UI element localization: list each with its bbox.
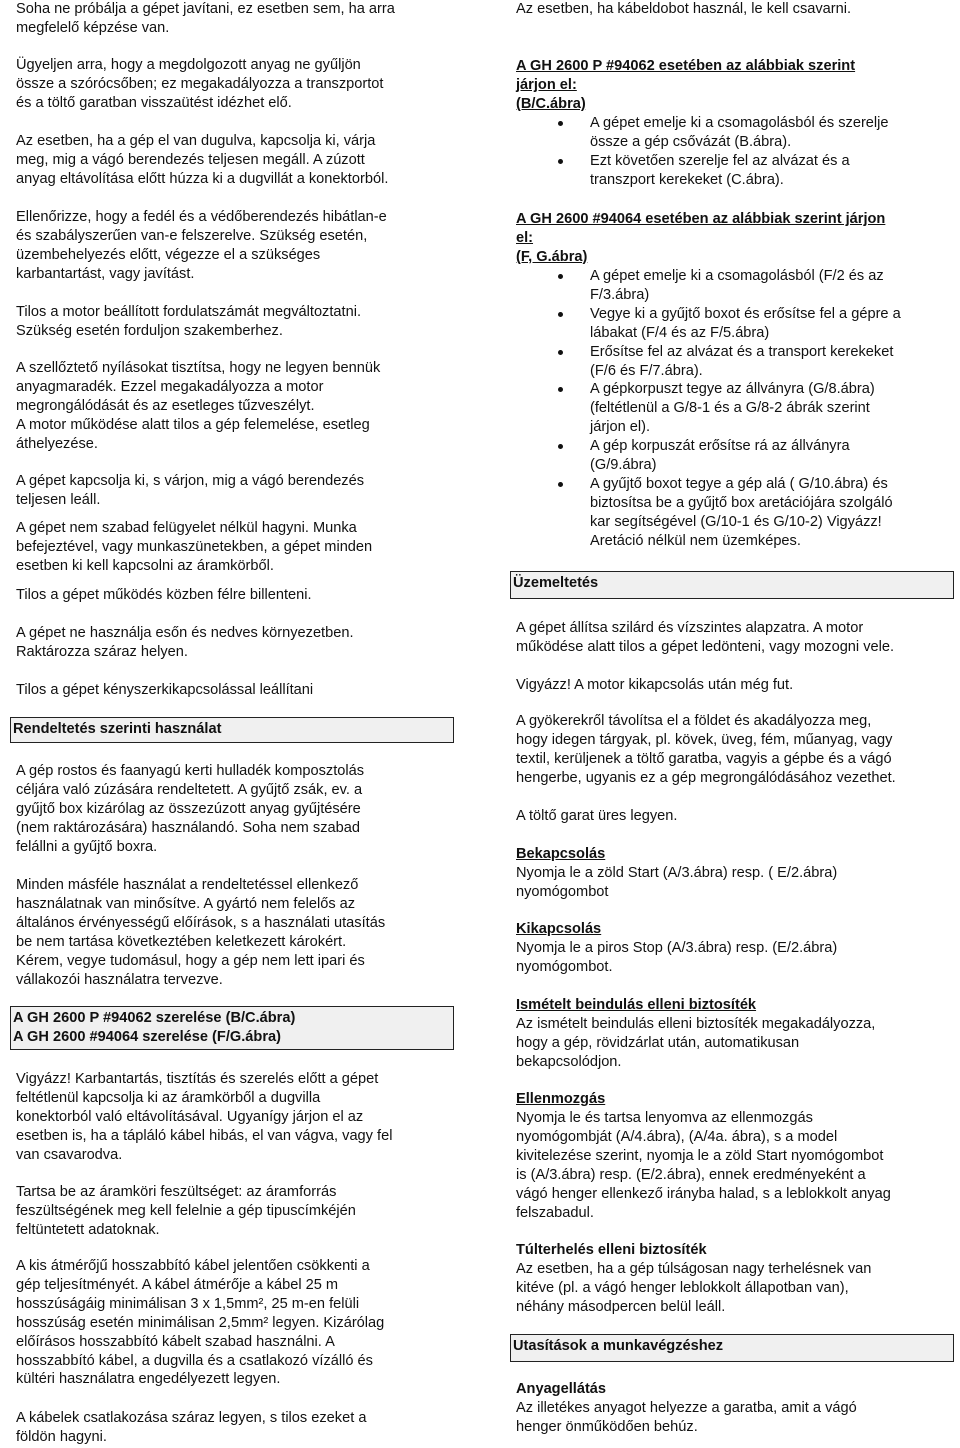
text-line: Nyomja le és tartsa lenyomva az ellenmozgás bbox=[516, 1110, 813, 1126]
text-line: (F/6 és F/7.ábra). bbox=[590, 362, 703, 379]
text-line: Tartsa be az áramköri feszültséget: az áramforrás bbox=[16, 1184, 337, 1200]
model-heading bbox=[516, 57, 946, 114]
text-line: Ezt követően szerelje fel az alvázat és a bbox=[590, 152, 850, 169]
text-line: biztosítsa be a gyűjtő box aretációjára szolgáló bbox=[590, 494, 893, 511]
text-line: és szabályszerűen van-e felszerelve. Szükség esetén, bbox=[16, 227, 368, 244]
text-line: Tilos a gépet működés közben félre billenteni. bbox=[16, 587, 312, 603]
paragraph bbox=[16, 586, 446, 605]
subheading-bekapcsolas: Bekapcsolás bbox=[516, 846, 606, 862]
text-line: F/3.ábra) bbox=[590, 286, 650, 303]
paragraph bbox=[16, 132, 446, 189]
text-line: hosszabbító kábel, a dugvilla és a csatlakozó vízálló és bbox=[16, 1352, 373, 1369]
text-line: Kérem, vegye tudomásul, hogy a gép nem lett ipari és bbox=[16, 952, 365, 969]
text-line: esetben ki kell kapcsolni az áramkörből. bbox=[16, 557, 274, 574]
text-line: A GH 2600 #94064 szerelése (F/G.ábra) bbox=[13, 1028, 281, 1045]
text-line: meg, mig a vágó berendezés teljesen megáll. A zúzott bbox=[16, 151, 365, 168]
text-line: (B/C.ábra) bbox=[516, 95, 586, 112]
text-line: A gép korpuszát erősítse rá az állványra bbox=[590, 438, 850, 455]
text-line: hogy idegen tárgyak, pl. kövek, üveg, fém, műanyag, vagy bbox=[516, 731, 893, 748]
text-line: A gépet kapcsolja ki, s várjon, mig a vágó berendezés bbox=[16, 473, 365, 489]
text-line: (F, G.ábra) bbox=[516, 248, 588, 265]
subheading-ellenmozgas: Ellenmozgás bbox=[516, 1091, 606, 1107]
section-heading-box bbox=[510, 571, 954, 599]
text-line: Minden másféle használat a rendeltetéssel ellenkező bbox=[16, 877, 359, 893]
text-line: Az esetben, ha a gép túlságosan nagy terhelésnek van bbox=[516, 1261, 872, 1277]
paragraph bbox=[16, 624, 446, 662]
text-line: karbantartást, vagy javítást. bbox=[16, 265, 195, 282]
text-line: Raktározza száraz helyen. bbox=[16, 643, 188, 660]
text-line: el: bbox=[516, 229, 534, 246]
paragraph bbox=[516, 676, 946, 695]
text-line: megfelelő képzése van. bbox=[16, 19, 170, 36]
text-line: Ügyeljen arra, hogy a megdolgozott anyag ne gyűljön bbox=[16, 57, 361, 73]
list-item bbox=[516, 380, 946, 437]
paragraph bbox=[516, 939, 946, 977]
text-line: földön hagyni. bbox=[16, 1428, 107, 1445]
text-line: Szükség esetén forduljon szakemberhez. bbox=[16, 322, 283, 339]
paragraph bbox=[16, 359, 446, 454]
text-line: Ellenőrizze, hogy a fedél és a védőberendezés hibátlan-e bbox=[16, 209, 387, 225]
text-line: A gyökerekről távolítsa el a földet és akadályozza meg, bbox=[516, 713, 872, 729]
list-item bbox=[516, 152, 946, 190]
text-line: kültéri használatra engedélyezett legyen. bbox=[16, 1371, 281, 1388]
text-line: (G/9.ábra) bbox=[590, 457, 657, 474]
paragraph bbox=[16, 681, 446, 700]
paragraph bbox=[516, 1260, 946, 1317]
subheading-anyagellatas: Anyagellátás bbox=[516, 1381, 607, 1397]
text-line: Nyomja le a piros Stop (A/3.ábra) resp. (E/2.ábra) bbox=[516, 940, 838, 956]
text-line: nyomógombot. bbox=[516, 958, 613, 975]
text-line: A töltő garat üres legyen. bbox=[516, 808, 678, 824]
paragraph bbox=[16, 1257, 446, 1389]
paragraph bbox=[516, 807, 946, 826]
text-line: A gépet ne használja esőn és nedves környezetben. bbox=[16, 625, 354, 641]
text-line: feltüntetett adatoknak. bbox=[16, 1221, 160, 1238]
text-line: A GH 2600 P #94062 esetében az alábbiak szerint bbox=[516, 58, 856, 74]
text-line: nyomógombot bbox=[516, 883, 609, 900]
text-line: van csavarodva. bbox=[16, 1146, 123, 1163]
text-line: A gyűjtő boxot tegye a gép alá ( G/10.ábra) és bbox=[590, 475, 888, 492]
text-line: kivitelezése szerint, nyomja le a zöld Start nyomógombot bbox=[516, 1147, 884, 1164]
text-line: transzport kerekeket (C.ábra). bbox=[590, 171, 784, 188]
paragraph bbox=[516, 0, 946, 19]
text-line: üzembehelyezés előtt, végezze el a szükséges bbox=[16, 246, 321, 263]
assembly-list bbox=[516, 267, 946, 551]
text-line: konektorból való eltávolításával. Ugyanígy járjon el az bbox=[16, 1108, 364, 1125]
text-line: bekapcsolódjon. bbox=[516, 1053, 622, 1070]
text-line: vállakozói használatra tervezve. bbox=[16, 971, 223, 988]
text-line: megrongálódását és az esetleges tűzveszélyt. bbox=[16, 397, 315, 414]
paragraph bbox=[516, 619, 946, 657]
text-line: gyűjtő box kizárólag az összezúzott anyag gyűjtésére bbox=[16, 800, 361, 817]
text-line: kitéve (pl. a vágó henger leblokkolt állapotban van), bbox=[516, 1279, 849, 1296]
text-line: kar segítségével (G/10-1 és G/10-2) Vigyázz! bbox=[590, 513, 882, 530]
text-line: járjon el). bbox=[590, 419, 651, 436]
paragraph bbox=[16, 1183, 446, 1240]
text-line: is (A/3.ábra) resp. (E/2.ábra), ennek eredményeként a bbox=[516, 1166, 866, 1183]
paragraph bbox=[516, 1109, 946, 1222]
text-line: Utasítások a munkavégzéshez bbox=[513, 1338, 724, 1354]
text-line: gép teljesítményét. A kábel átmérője a kábel 25 m bbox=[16, 1276, 339, 1293]
text-line: esetben is, ha a tápláló kábel hibás, el van vágva, vagy fel bbox=[16, 1127, 393, 1144]
text-line: A motor működése alatt tilos a gép felemelése, esetleg bbox=[16, 416, 370, 433]
text-line: A kis átmérőjű hosszabbító kábel jelentően csökkenti a bbox=[16, 1258, 370, 1274]
text-line: általános érvényességű előírások, s a használati utasítás bbox=[16, 914, 386, 931]
paragraph bbox=[16, 519, 446, 576]
text-line: hengerbe, ugyanis ez a gép megrongálódásához vezethet. bbox=[516, 769, 896, 786]
text-line: Vegye ki a gyűjtő boxot és erősítse fel a gépre a bbox=[590, 305, 901, 322]
text-line: A GH 2600 P #94062 szerelése (B/C.ábra) bbox=[13, 1010, 296, 1026]
text-line: be nem tartása következtében keletkezett károkért. bbox=[16, 933, 347, 950]
text-line: Az esetben, ha a gép el van dugulva, kapcsolja ki, várja bbox=[16, 133, 376, 149]
text-line: Az esetben, ha kábeldobot használ, le kell csavarni. bbox=[516, 1, 852, 17]
subheading-kikapcsolas: Kikapcsolás bbox=[516, 921, 602, 937]
text-line: Vigyázz! A motor kikapcsolás után még fut. bbox=[516, 677, 794, 693]
paragraph bbox=[16, 0, 446, 38]
subheading-ismetelt: Ismételt beindulás elleni biztosíték bbox=[516, 997, 757, 1013]
text-line: működése alatt tilos a gépet ledönteni, vagy mozogni vele. bbox=[516, 638, 895, 655]
list-item bbox=[516, 114, 946, 152]
text-line: A GH 2600 #94064 esetében az alábbiak szerint járjon bbox=[516, 211, 886, 227]
paragraph bbox=[516, 1015, 946, 1072]
text-line: A gépet nem szabad felügyelet nélkül hagyni. Munka bbox=[16, 520, 357, 536]
paragraph bbox=[516, 1399, 946, 1437]
text-line: Vigyázz! Karbantartás, tisztítás és szerelés előtt a gépet bbox=[16, 1071, 379, 1087]
text-line: anyagmaradék. Ezzel megakadályozza a motor bbox=[16, 378, 324, 395]
text-line: feszültségének meg kell felelnie a gép tipuscímkéjén bbox=[16, 1202, 356, 1219]
model-heading bbox=[516, 210, 946, 267]
list-item bbox=[516, 475, 946, 551]
text-line: Aretáció nélkül nem üzemképes. bbox=[590, 532, 801, 549]
paragraph bbox=[516, 712, 946, 788]
text-line: néhány másodpercen belül leáll. bbox=[516, 1298, 726, 1315]
text-line: Tilos a gépet kényszerkikapcsolással leállítani bbox=[16, 682, 314, 698]
paragraph bbox=[516, 864, 946, 902]
paragraph bbox=[16, 762, 446, 857]
text-line: vágó henger ellenkező irányba halad, s a leblokkolt anyag bbox=[516, 1185, 891, 1202]
text-line: A gépet emelje ki a csomagolásból és szerelje bbox=[590, 115, 889, 131]
text-line: henger önműködően behúz. bbox=[516, 1418, 698, 1435]
text-line: feltétlenül kapcsolja ki az áramkörből a dugvilla bbox=[16, 1089, 321, 1106]
text-line: A gépkorpuszt tegye az állványra (G/8.ábra) bbox=[590, 381, 875, 398]
text-line: össze a szórócsőben; ez megakadályozza a transzportot bbox=[16, 75, 384, 92]
text-line: áthelyezése. bbox=[16, 435, 98, 452]
text-line: Tilos a motor beállított fordulatszámát megváltoztatni. bbox=[16, 304, 361, 320]
text-line: A gépet állítsa szilárd és vízszintes alapzatra. A motor bbox=[516, 620, 864, 636]
text-line: hosszúságáig minimálisan 3 x 1,5mm², 25 m-en felüli bbox=[16, 1295, 360, 1312]
text-line: hogy a gép, rövidzárlat után, automatikusan bbox=[516, 1034, 800, 1051]
text-line: használatnak van minősítve. A gyártó nem felelős az bbox=[16, 895, 356, 912]
text-line: A kábelek csatlakozása száraz legyen, s tilos ezeket a bbox=[16, 1410, 367, 1426]
paragraph bbox=[16, 1409, 446, 1447]
paragraph bbox=[16, 56, 446, 113]
text-line: felszabadul. bbox=[516, 1204, 594, 1221]
list-item bbox=[516, 343, 946, 381]
text-line: felállni a gyűjtő boxra. bbox=[16, 838, 158, 855]
paragraph bbox=[16, 208, 446, 284]
text-line: járjon el: bbox=[516, 76, 577, 93]
text-line: lábakat (F/4 és az F/5.ábra) bbox=[590, 324, 770, 341]
assembly-list bbox=[516, 114, 946, 190]
subheading-tulterheles: Túlterhelés elleni biztosíték bbox=[516, 1242, 707, 1258]
text-line: teljesen leáll. bbox=[16, 491, 101, 508]
text-line: Az illetékes anyagot helyezze a garatba, amit a vágó bbox=[516, 1400, 857, 1416]
list-item bbox=[516, 267, 946, 305]
text-line: Rendeltetés szerinti használat bbox=[13, 721, 222, 737]
text-line: céljára való zúzására rendeltetett. A gyűjtő zsák, ev. a bbox=[16, 781, 363, 798]
section-heading-box bbox=[510, 1334, 954, 1362]
section-heading-box bbox=[10, 717, 454, 743]
list-item bbox=[516, 305, 946, 343]
paragraph bbox=[16, 303, 446, 341]
text-line: anyag eltávolítása előtt húzza ki a dugvillát a konektorból. bbox=[16, 170, 389, 187]
text-line: össze a gép csővázát (B.ábra). bbox=[590, 133, 792, 150]
text-line: A szellőztető nyílásokat tisztítsa, hogy ne legyen bennük bbox=[16, 360, 381, 376]
text-line: Nyomja le a zöld Start (A/3.ábra) resp. ( E/2.ábra) bbox=[516, 865, 838, 881]
text-line: (feltétlenül a G/8-1 és a G/8-2 ábrák szerint bbox=[590, 400, 870, 417]
text-line: előírásos hosszabbító kábelt szabad használni. A bbox=[16, 1333, 335, 1350]
paragraph bbox=[16, 1070, 446, 1165]
text-line: Az ismételt beindulás elleni biztosíték megakadályozza, bbox=[516, 1016, 876, 1032]
text-line: hosszúság esetén minimálisan 2,5mm² legyen. Kizárólag bbox=[16, 1314, 385, 1331]
text-line: (nem raktározására) használandó. Soha nem szabad bbox=[16, 819, 360, 836]
list-item bbox=[516, 437, 946, 475]
text-line: A gép rostos és faanyagú kerti hulladék komposztolás bbox=[16, 763, 365, 779]
paragraph bbox=[16, 876, 446, 989]
section-heading-box bbox=[10, 1006, 454, 1050]
text-line: Soha ne próbálja a gépet javítani, ez esetben sem, ha arra bbox=[16, 1, 395, 17]
text-line: textil, kerüljenek a töltő garatba, vagyis a gépbe és a vágó bbox=[516, 750, 892, 767]
text-line: A gépet emelje ki a csomagolásból (F/2 és az bbox=[590, 268, 884, 284]
text-line: Erősítse fel az alvázat és a transport kerekeket bbox=[590, 343, 894, 360]
paragraph bbox=[16, 472, 446, 510]
text-line: és a töltő garatban visszaütést idézhet elő. bbox=[16, 94, 292, 111]
text-line: nyomógombját (A/4.ábra), (A/4a. ábra), s a model bbox=[516, 1128, 838, 1145]
text-line: befejeztével, vagy munkaszünetekben, a gépet minden bbox=[16, 538, 373, 555]
text-line: Üzemeltetés bbox=[513, 575, 599, 591]
